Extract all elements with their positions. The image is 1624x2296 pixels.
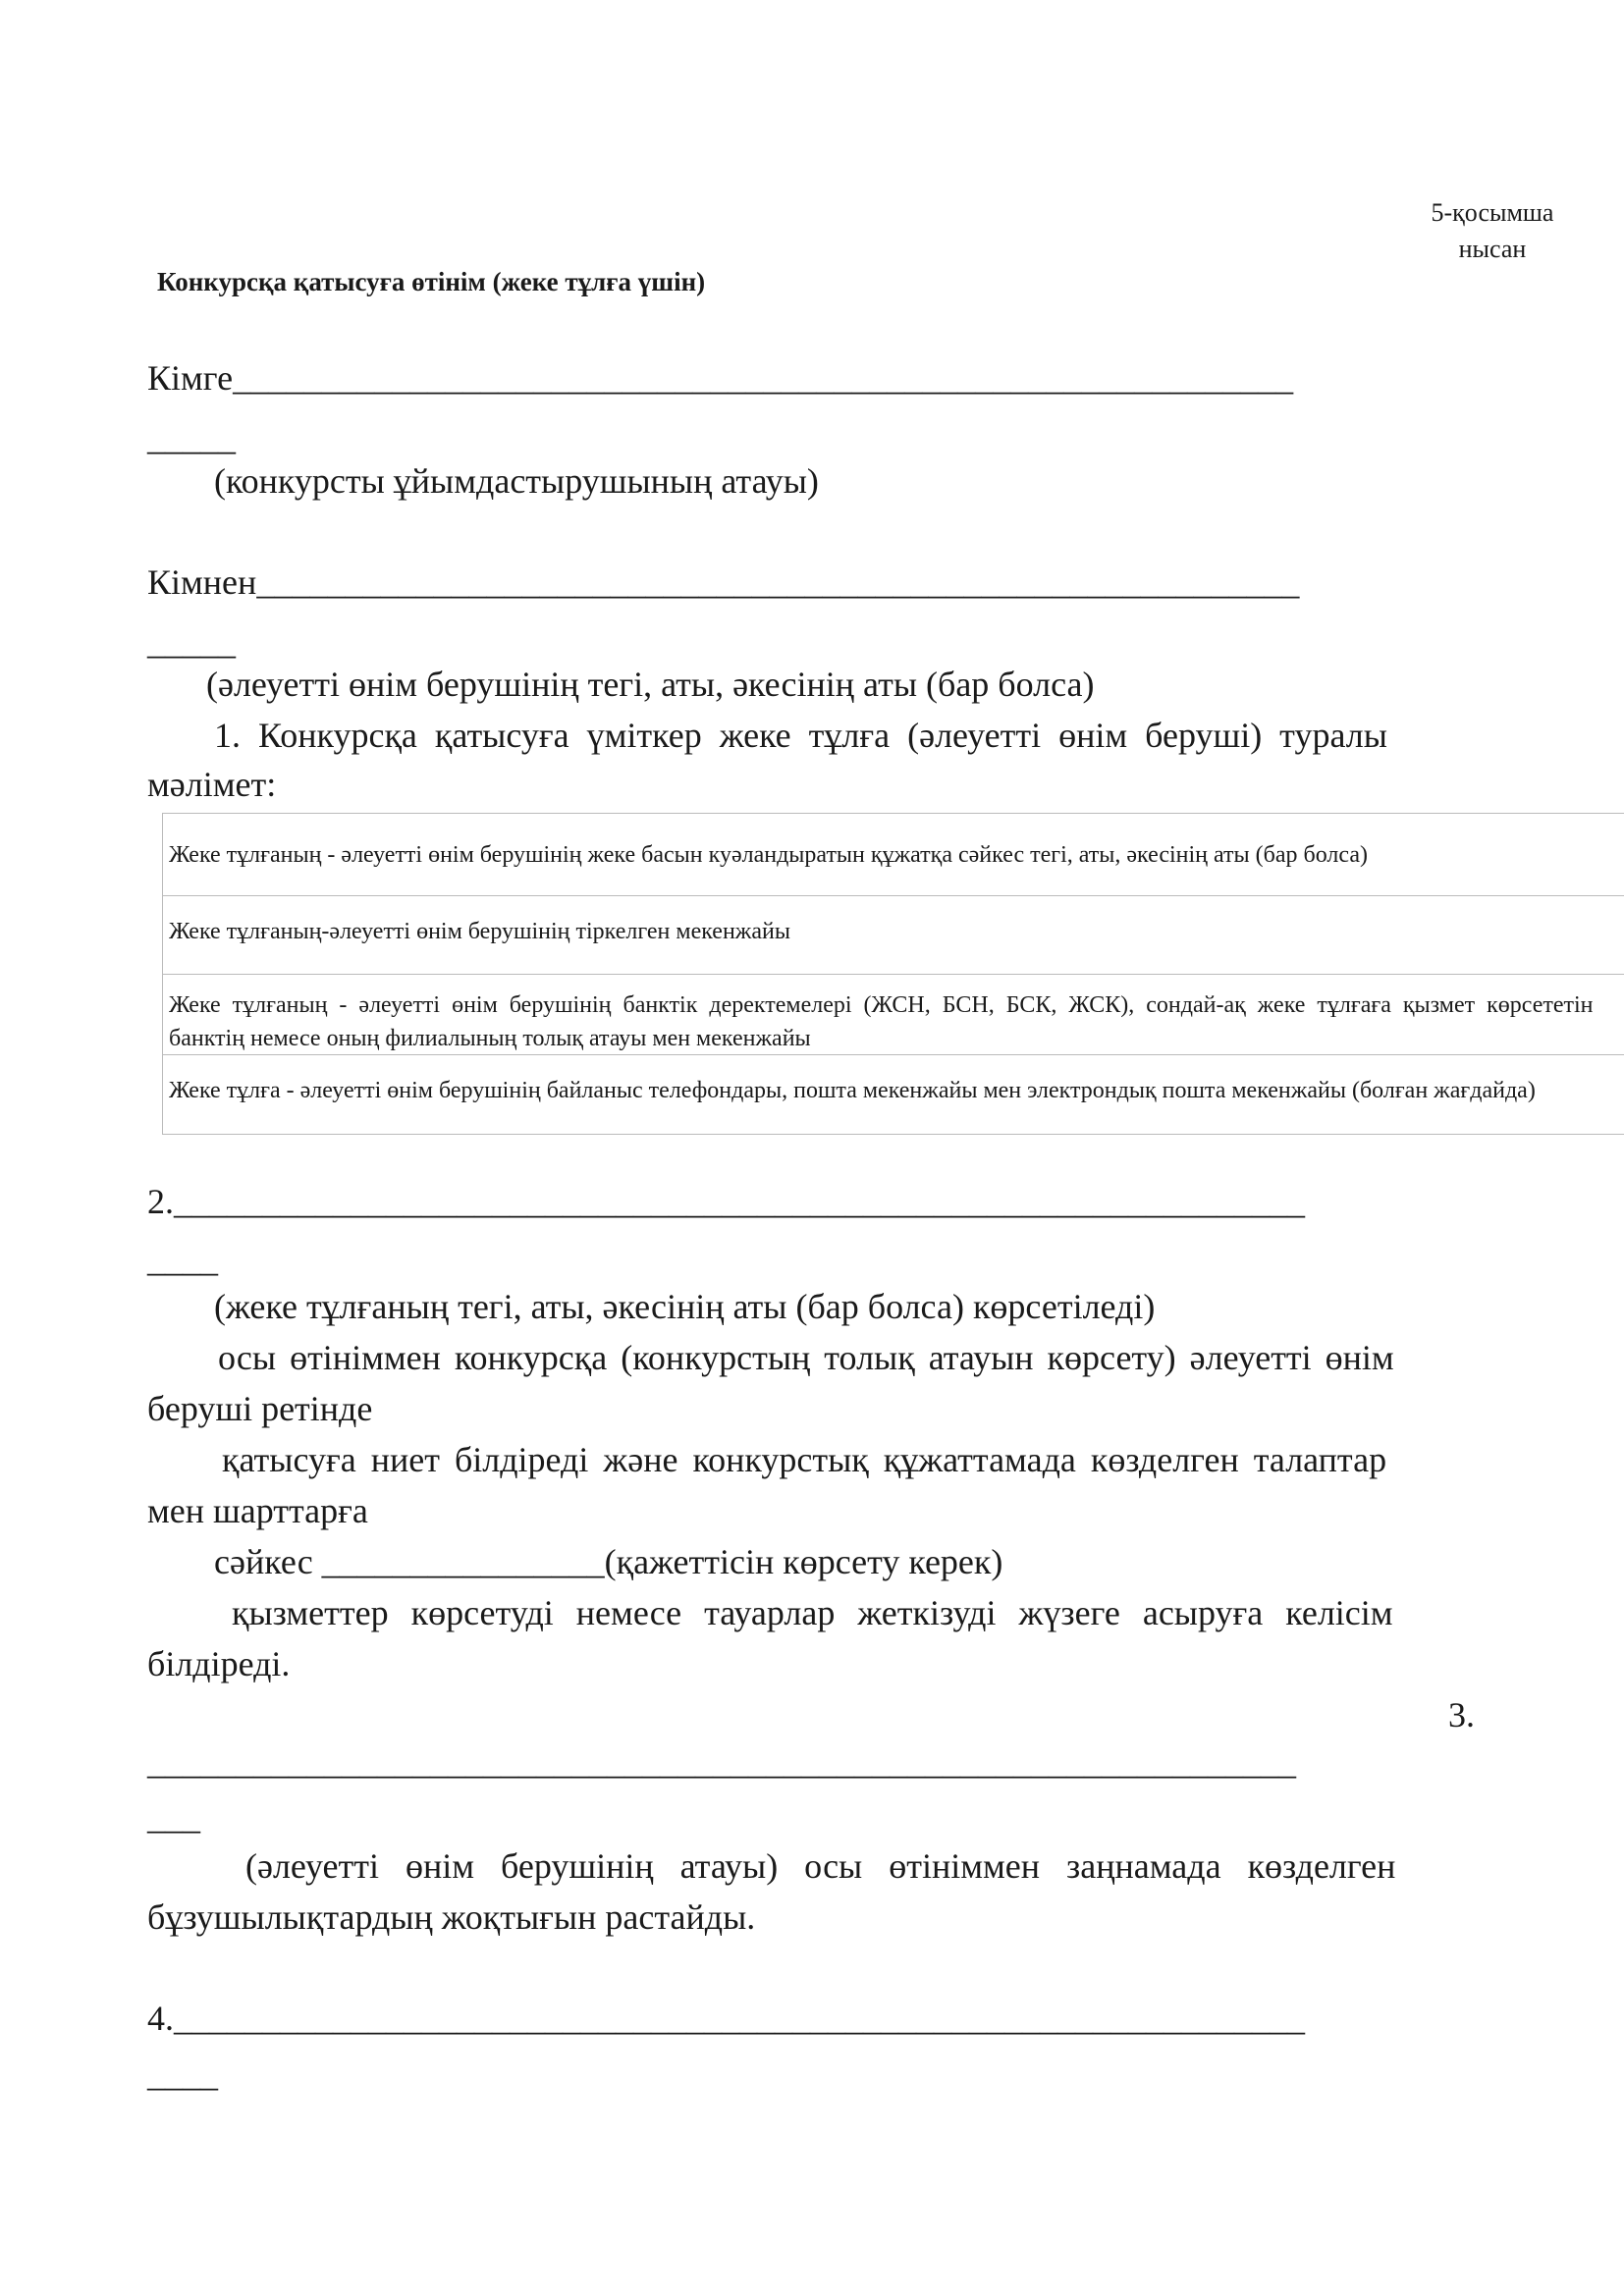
section2-para3-note: (қажеттісін көрсету керек) xyxy=(604,1542,1003,1581)
to-blank-line: ____________________________________________________________ xyxy=(233,358,1294,398)
section3-blank-line: _________________________________________________________________ xyxy=(147,1742,1296,1782)
section2-para1-cont: беруші ретінде xyxy=(147,1389,373,1428)
section2-para2-cont: мен шарттарға xyxy=(147,1491,368,1530)
to-blank-continuation: _____ xyxy=(147,418,236,457)
to-field xyxy=(147,357,1293,399)
table-row xyxy=(163,975,1624,1055)
section2-para3 xyxy=(214,1541,1002,1582)
section2-blank-continuation: ____ xyxy=(147,1240,218,1279)
section4-blank-line: ________________________________________________________________ xyxy=(174,1999,1305,2038)
appendix-label xyxy=(1394,194,1591,267)
section2-para4: қызметтер көрсетуді немесе тауарлар жеткізуді жүзеге асыруға келісім xyxy=(232,1593,1393,1632)
section3-blank-continuation: ___ xyxy=(147,1797,200,1837)
from-field xyxy=(147,561,1299,603)
section4-field xyxy=(147,1998,1305,2039)
table-row xyxy=(163,896,1624,975)
from-caption: (әлеуетті өнім берушінің тегі, аты, әкесінің аты (бар болса) xyxy=(206,665,1095,704)
table-row xyxy=(163,1055,1624,1134)
table-cell-cont: банктің немесе оның филиалының толық атауы мен мекенжайы xyxy=(169,1026,811,1051)
section3-para-cont: бұзушылықтардың жоқтығын растайды. xyxy=(147,1897,756,1937)
from-label: Кімнен xyxy=(147,562,257,602)
appendix-form: нысан xyxy=(1458,235,1527,263)
appendix-number: 5-қосымша xyxy=(1431,198,1554,227)
section2-para3-text: сәйкес ________________ xyxy=(214,1542,605,1581)
to-caption: (конкурсты ұйымдастырушының атауы) xyxy=(214,461,819,501)
from-blank-line: ___________________________________________________________ xyxy=(256,562,1300,602)
section4-blank-continuation: ____ xyxy=(147,2055,218,2094)
from-blank-continuation: _____ xyxy=(147,622,236,662)
applicant-info-table xyxy=(162,813,1624,1135)
section1-heading: 1. Конкурсқа қатысуға үміткер жеке тұлға (әлеуетті өнім беруші) туралы xyxy=(214,716,1387,755)
table-cell: Жеке тұлғаның - әлеуетті өнім берушінің банктік деректемелері (ЖСН, БСН, БСК, ЖСК), сондай-ақ жеке тұлғаға қызмет көрсететін xyxy=(169,992,1594,1018)
section4-label: 4. xyxy=(147,1999,174,2038)
section1-heading-cont: мәлімет: xyxy=(147,765,277,804)
section2-para4-cont: білдіреді. xyxy=(147,1644,291,1683)
section3-para: (әлеуетті өнім берушінің атауы) осы өтініммен заңнамада көзделген xyxy=(245,1846,1396,1886)
table-cell: Жеке тұлғаның-әлеуетті өнім берушінің тіркелген мекенжайы xyxy=(169,919,790,944)
section2-field xyxy=(147,1181,1305,1222)
section2-blank-line: ________________________________________________________________ xyxy=(174,1182,1305,1221)
section2-para2: қатысуға ниет білдіреді және конкурстық құжаттамада көзделген талаптар xyxy=(222,1440,1387,1479)
to-label: Кімге xyxy=(147,358,234,398)
section2-caption: (жеке тұлғаның тегі, аты, әкесінің аты (бар болса) көрсетіледі) xyxy=(214,1287,1156,1326)
section3-label: 3. xyxy=(1448,1695,1475,1735)
table-cell: Жеке тұлғаның - әлеуетті өнім берушінің жеке басын куәландыратын құжатқа сәйкес тегі, аты, әкесінің аты (бар болса) xyxy=(169,842,1368,868)
table-cell: Жеке тұлға - әлеуетті өнім берушінің байланыс телефондары, пошта мекенжайы мен электрондық пошта мекенжайы (болған жағдайда) xyxy=(169,1078,1536,1103)
form-title: Конкурсқа қатысуға өтінім (жеке тұлға үшін) xyxy=(157,267,706,296)
section2-label: 2. xyxy=(147,1182,174,1221)
table-row xyxy=(163,814,1624,896)
section2-para1: осы өтініммен конкурсқа (конкурстың толық атауын көрсету) әлеуетті өнім xyxy=(218,1338,1394,1377)
